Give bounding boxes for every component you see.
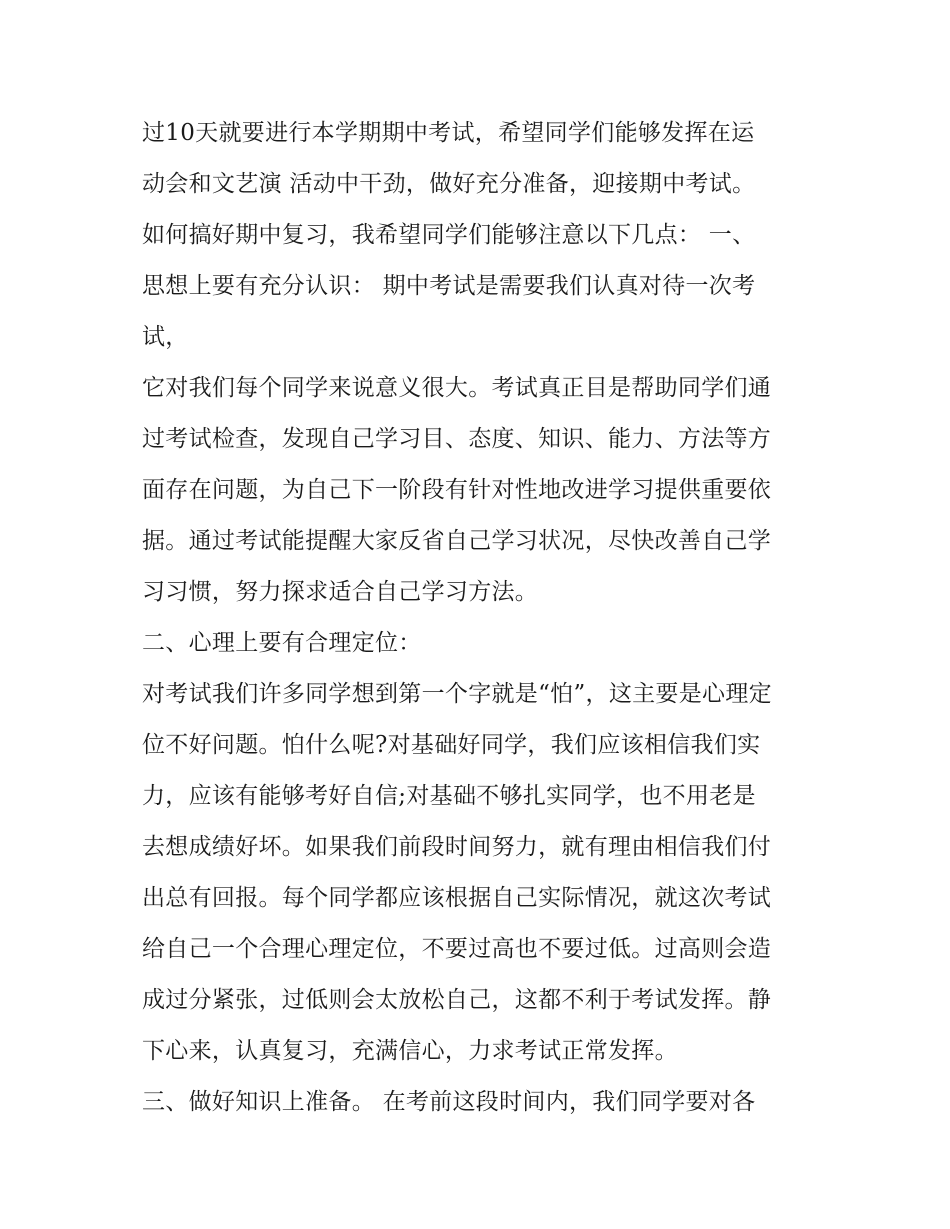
text-line: 出总有回报。每个同学都应该根据自己实际情况，就这次考试 (142, 885, 772, 911)
text-line: 试， (142, 324, 189, 350)
text-line: 过考试检查，发现自己学习目、态度、知识、能力、方法等方 (142, 426, 772, 452)
text-line: 给自己一个合理心理定位，不要过高也不要过低。过高则会造 (142, 936, 772, 962)
text-line: 下心来，认真复习，充满信心，力求考试正常发挥。 (142, 1038, 678, 1064)
text-line: 如何搞好期中复习，我希望同学们能够注意以下几点： 一、 (142, 222, 756, 248)
text-line: 据。通过考试能提醒大家反省自己学习状况，尽快改善自己学 (142, 528, 772, 554)
text-line: 思想上要有充分认识： 期中考试是需要我们认真对待一次考 (142, 273, 756, 299)
text-line: 成过分紧张，过低则会太放松自己，这都不利于考试发挥。静 (142, 987, 772, 1013)
text-line: 对考试我们许多同学想到第一个字就是“怕”，这主要是心理定 (142, 681, 772, 707)
text-line: 面存在问题，为自己下一阶段有针对性地改进学习提供重要依 (142, 477, 772, 503)
text-line: 动会和文艺演 活动中干劲，做好充分准备，迎接期中考试。 (142, 171, 756, 197)
document-body (142, 108, 822, 1128)
text-line: 过10天就要进行本学期期中考试，希望同学们能够发挥在运 (142, 120, 755, 146)
section-heading: 二、心理上要有合理定位： (142, 630, 422, 656)
text-line: 它对我们每个同学来说意义很大。考试真正目是帮助同学们通 (142, 375, 772, 401)
text-line: 去想成绩好坏。如果我们前段时间努力，就有理由相信我们付 (142, 834, 772, 860)
text-line: 力，应该有能够考好自信;对基础不够扎实同学，也不用老是 (142, 783, 756, 809)
section-heading: 三、做好知识上准备。 在考前这段时间内，我们同学要对各 (142, 1089, 756, 1115)
text-line: 位不好问题。怕什么呢?对基础好同学，我们应该相信我们实 (142, 732, 761, 758)
text-line: 习习惯，努力探求适合自己学习方法。 (142, 579, 539, 605)
